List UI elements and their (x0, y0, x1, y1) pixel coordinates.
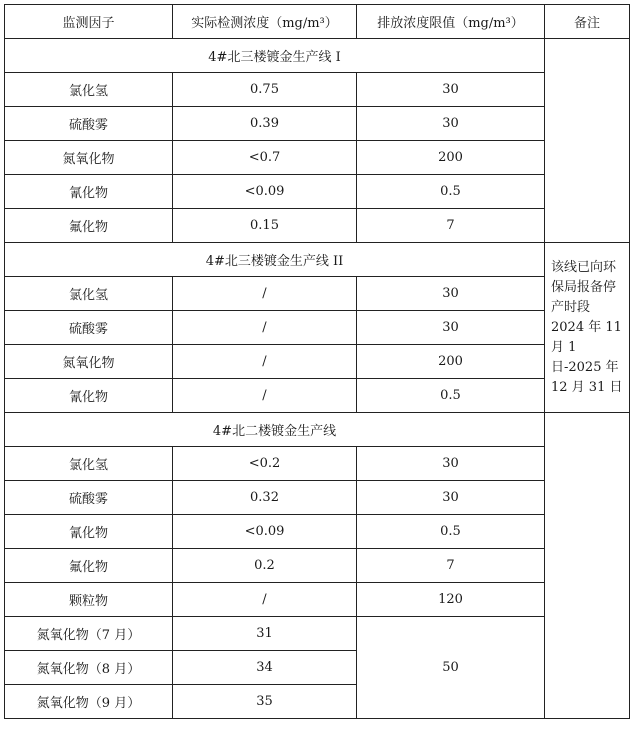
limit-cell: 30 (357, 277, 545, 311)
table-row (5, 209, 630, 243)
actual-cell: <0.09 (173, 175, 357, 209)
limit-cell: 0.5 (357, 515, 545, 549)
section-title-row (5, 413, 630, 447)
table-row (5, 481, 630, 515)
factor-cell: 氮氧化物（7 月） (5, 617, 173, 651)
factor-cell: 氮氧化物 (5, 141, 173, 175)
factor-cell: 氟化物 (5, 549, 173, 583)
actual-cell: / (173, 345, 357, 379)
limit-cell: 30 (357, 481, 545, 515)
table-row (5, 73, 630, 107)
remark-cell (545, 39, 630, 243)
actual-cell: <0.2 (173, 447, 357, 481)
limit-cell: 200 (357, 345, 545, 379)
actual-cell: 0.2 (173, 549, 357, 583)
table-row (5, 515, 630, 549)
table-row (5, 549, 630, 583)
limit-cell: 30 (357, 73, 545, 107)
actual-cell: / (173, 311, 357, 345)
limit-cell: 0.5 (357, 379, 545, 413)
limit-cell: 30 (357, 447, 545, 481)
section-title-row (5, 39, 630, 73)
factor-cell: 氰化物 (5, 515, 173, 549)
factor-cell: 氮氧化物 (5, 345, 173, 379)
factor-cell: 氮氧化物（9 月） (5, 685, 173, 719)
actual-cell: <0.09 (173, 515, 357, 549)
actual-cell: / (173, 583, 357, 617)
factor-cell: 颗粒物 (5, 583, 173, 617)
actual-cell: 31 (173, 617, 357, 651)
factor-cell: 氯化氢 (5, 277, 173, 311)
table-row (5, 379, 630, 413)
factor-cell: 氮氧化物（8 月） (5, 651, 173, 685)
limit-cell: 50 (357, 617, 545, 719)
actual-cell: 0.32 (173, 481, 357, 515)
header-actual: 实际检测浓度（mg/m³） (173, 5, 357, 39)
table-row (5, 447, 630, 481)
factor-cell: 氯化氢 (5, 447, 173, 481)
factor-cell: 氰化物 (5, 175, 173, 209)
factor-cell: 氯化氢 (5, 73, 173, 107)
actual-cell: 0.75 (173, 73, 357, 107)
actual-cell: <0.7 (173, 141, 357, 175)
table-row (5, 141, 630, 175)
section-title: 4#北三楼镀金生产线 I (5, 39, 545, 73)
actual-cell: 0.39 (173, 107, 357, 141)
remark-note: 该线已向环保局报备停产时段 2024 年 11 月 1 日-2025 年 12 月 31 日 (545, 243, 630, 413)
factor-cell: 硫酸雾 (5, 481, 173, 515)
factor-cell: 硫酸雾 (5, 311, 173, 345)
table-row (5, 617, 630, 651)
limit-cell: 30 (357, 107, 545, 141)
section-title: 4#北三楼镀金生产线 II (5, 243, 545, 277)
limit-cell: 0.5 (357, 175, 545, 209)
factor-cell: 氰化物 (5, 379, 173, 413)
remark-cell (545, 413, 630, 719)
header-row (5, 5, 630, 39)
table-row (5, 311, 630, 345)
emission-table (4, 4, 630, 719)
actual-cell: / (173, 277, 357, 311)
section-title-row (5, 243, 630, 277)
table-row (5, 107, 630, 141)
table-row (5, 175, 630, 209)
factor-cell: 氟化物 (5, 209, 173, 243)
table-row (5, 583, 630, 617)
actual-cell: / (173, 379, 357, 413)
actual-cell: 0.15 (173, 209, 357, 243)
actual-cell: 34 (173, 651, 357, 685)
limit-cell: 7 (357, 209, 545, 243)
section-title: 4#北二楼镀金生产线 (5, 413, 545, 447)
limit-cell: 7 (357, 549, 545, 583)
header-limit: 排放浓度限值（mg/m³） (357, 5, 545, 39)
table-row (5, 277, 630, 311)
limit-cell: 30 (357, 311, 545, 345)
limit-cell: 200 (357, 141, 545, 175)
header-factor: 监测因子 (5, 5, 173, 39)
header-remark: 备注 (545, 5, 630, 39)
limit-cell: 120 (357, 583, 545, 617)
actual-cell: 35 (173, 685, 357, 719)
factor-cell: 硫酸雾 (5, 107, 173, 141)
table-row (5, 345, 630, 379)
